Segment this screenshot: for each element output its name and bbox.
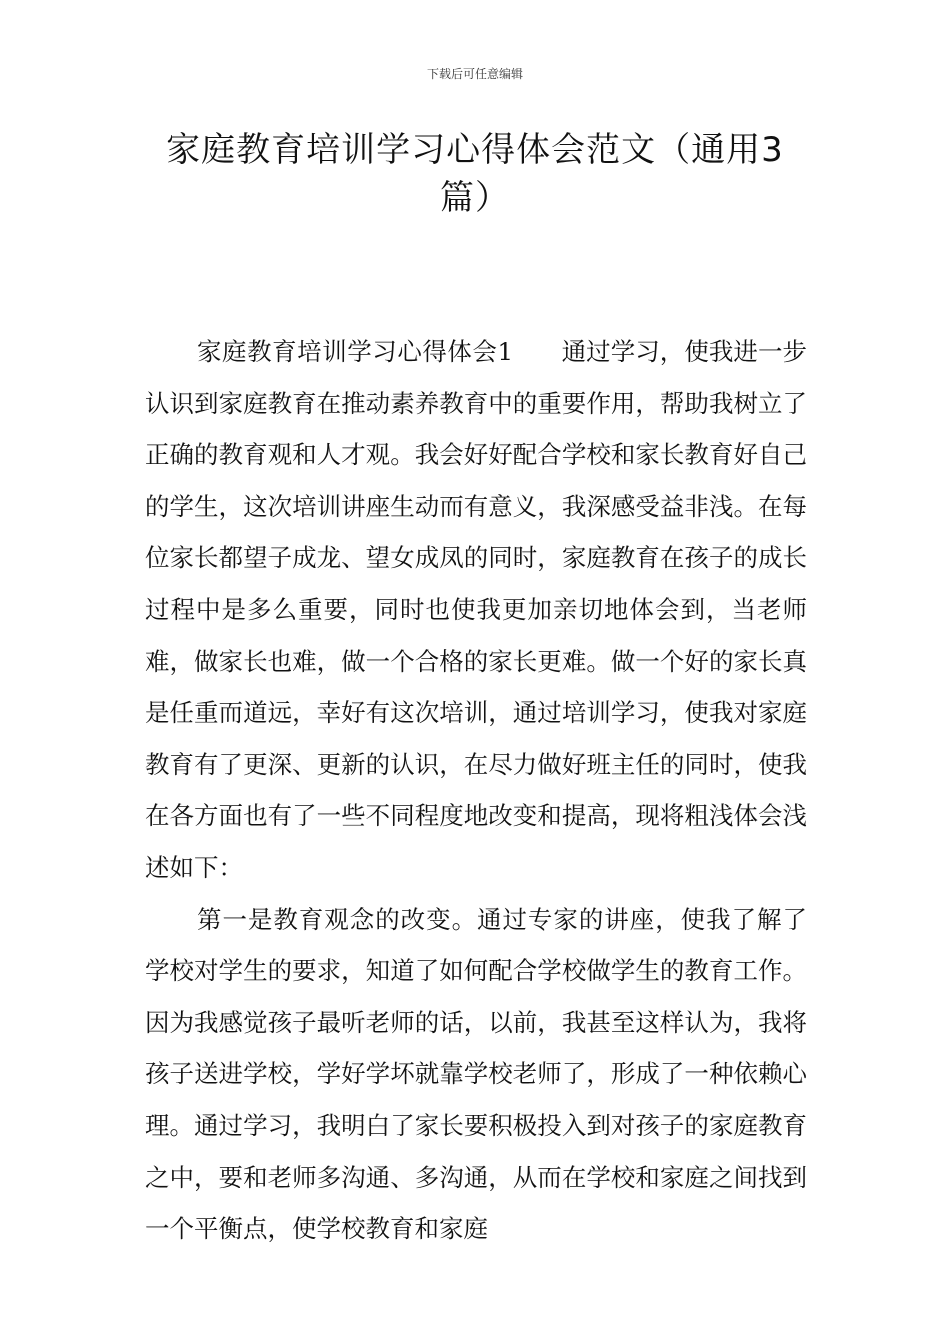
document-title: 家庭教育培训学习心得体会范文（通用3篇） (166, 130, 784, 218)
header-note: 下载后可任意编辑 (426, 67, 523, 81)
paragraph-1-text: 通过学习，使我进一步认识到家庭教育在推动素养教育中的重要作用，帮助我树立了正确的教育观和人才观。我会好好配合学校和家长教育好自己的学生，这次培训讲座生动而有意义，我深感受益非浅。在每位家长都望子成龙、望女成凤的同时，家庭教育在孩子的成长过程中是多么重要，同时也使我更加亲切地体会到，当老师难，做家长也难，做一个合格的家长更难。做一个好的家长真是任重而道远，幸好有这次培训，通过培训学习，使我对家庭教育有了更深、更新的认识，在尽力做好班主任的同时，使我在各方面也有了一些不同程度地改变和提高，现将粗浅体会浅述如下： (145, 337, 808, 882)
paragraph-2: 第一是教育观念的改变。通过专家的讲座，使我了解了学校对学生的要求，知道了如何配合学校做学生的教育工作。因为我感觉孩子最听老师的话，以前，我甚至这样认为，我将孩子送进学校，学好学坏就靠学校老师了，形成了一种依赖心理。通过学习，我明白了家长要积极投入到对孩子的家庭教育之中，要和老师多沟通、多沟通，从而在学校和家庭之间找到一个平衡点，使学校教育和家庭 (145, 904, 807, 1244)
paragraph-1 (145, 326, 807, 894)
document-body (145, 326, 807, 1255)
section-heading: 家庭教育培训学习心得体会1 (197, 337, 514, 366)
